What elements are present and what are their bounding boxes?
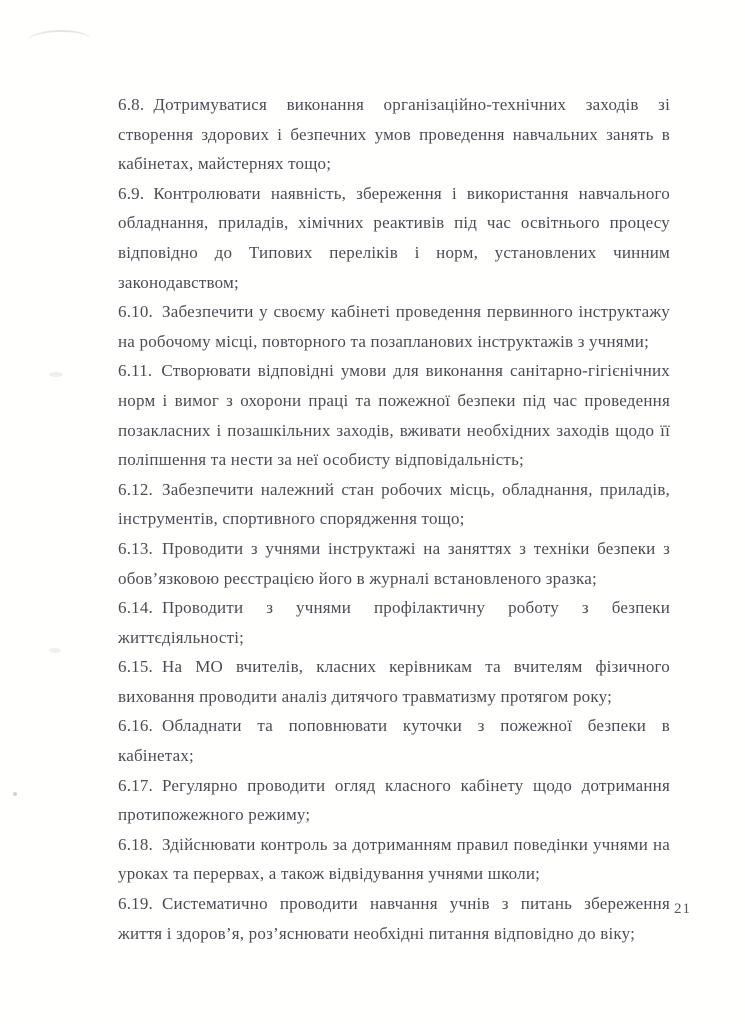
scan-artifact-smudge <box>49 372 63 377</box>
list-item <box>118 475 670 534</box>
document-body <box>118 90 670 948</box>
item-text: Забезпечити у своєму кабінеті проведення первинного інструктажу на робочому місці, повторного та позапланових інструктажів з учнями; <box>118 302 670 351</box>
scan-artifact-smudge <box>49 648 61 653</box>
item-number: 6.16. <box>118 716 153 736</box>
list-item <box>118 652 670 711</box>
item-number: 6.18. <box>118 834 153 854</box>
list-item <box>118 711 670 770</box>
list-item <box>118 889 670 948</box>
list-item <box>118 771 670 830</box>
item-text: На МО вчителів, класних керівникам та вчителям фізичного виховання проводити аналіз дитячого травматизму протягом року; <box>118 657 670 706</box>
item-number: 6.10. <box>118 302 153 322</box>
item-number: 6.15. <box>118 657 153 677</box>
item-text: Систематично проводити навчання учнів з питань збереження життя і здоров’я, роз’яснювати необхідні питання відповідно до віку; <box>118 894 670 943</box>
list-item <box>118 179 670 297</box>
item-text: Контролювати наявність, збереження і використання навчального обладнання, приладів, хімічних реактивів під час освітнього процесу відповідно до Типових переліків і норм, установлених чинним законодавством; <box>118 183 670 292</box>
item-number: 6.14. <box>118 598 153 618</box>
item-text: Обладнати та поповнювати куточки з пожежної безпеки в кабінетах; <box>118 716 670 766</box>
item-number: 6.8. <box>118 95 145 114</box>
item-text: Проводити з учнями профілактичну роботу з безпеки життєдіяльності; <box>118 598 670 647</box>
item-text: Регулярно проводити огляд класного кабінету щодо дотримання протипожежного режиму; <box>118 775 670 825</box>
list-item <box>118 534 670 593</box>
list-item <box>118 830 670 889</box>
list-item <box>118 356 670 474</box>
item-text: Здійснювати контроль за дотриманням правил поведінки учнями на уроках та перервах, а також відвідування учнями школи; <box>118 834 670 884</box>
item-number: 6.11. <box>118 361 153 381</box>
page-number: 21 <box>674 901 691 917</box>
list-item <box>118 593 670 652</box>
item-text: Проводити з учнями інструктажі на заняттях з техніки безпеки з обов’язковою реєстрацією його в журналі встановленого зразка; <box>118 538 670 588</box>
item-number: 6.9. <box>118 183 145 203</box>
list-item <box>118 90 670 179</box>
item-number: 6.13. <box>118 538 153 558</box>
item-number: 6.12. <box>118 479 153 499</box>
item-number: 6.17. <box>118 775 153 795</box>
item-text: Забезпечити належний стан робочих місць, обладнання, приладів, інструментів, спортивного спорядження тощо; <box>118 479 670 529</box>
item-text: Дотримуватися виконання організаційно-технічних заходів зі створення здорових і безпечних умов проведення навчальних занять в кабінетах, майстернях тощо; <box>118 95 670 174</box>
list-item <box>118 297 670 356</box>
item-number: 6.19. <box>118 894 153 914</box>
scan-artifact-scribble <box>28 29 90 41</box>
item-text: Створювати відповідні умови для виконання санітарно-гігієнічних норм і вимог з охорони праці та пожежної безпеки під час проведення позакласних і позашкільних заходів, вживати необхідних заходів щодо її поліпшення та нести за неї особисту відповідальність; <box>118 361 670 470</box>
scan-artifact-dot <box>13 792 17 796</box>
